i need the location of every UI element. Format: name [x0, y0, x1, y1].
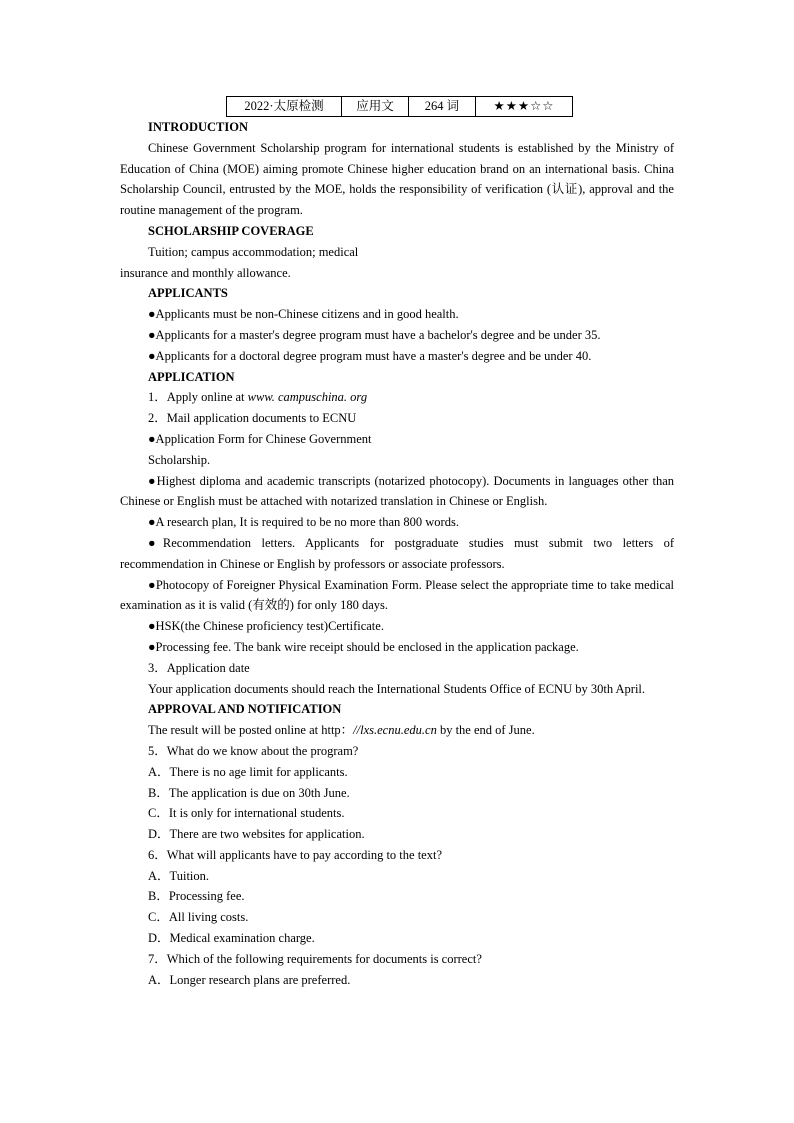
- option-6c: C．All living costs.: [148, 910, 249, 925]
- applicant-requirement: ●Applicants for a doctoral degree program must have a master's degree and be under 40.: [148, 348, 592, 363]
- physical-exam-item: ●Photocopy of Foreigner Physical Examination Form. Please select the appropriate time to take medical examination as it is valid (有效的) for only 180 days.: [120, 577, 674, 613]
- hsk-item: ●HSK(the Chinese proficiency test)Certificate.: [148, 619, 384, 634]
- diploma-item: ●Highest diploma and academic transcripts (notarized photocopy). Documents in languages other than Chinese or English must be attached with notarized translation in Chinese or English.: [120, 473, 674, 509]
- option-5a: A．There is no age limit for applicants.: [148, 764, 348, 779]
- applicant-requirement: ●Applicants for a master's degree program must have a bachelor's degree and be under 35.: [148, 327, 601, 342]
- option-5d: D．There are two websites for application.: [148, 827, 365, 842]
- question-5: 5．What do we know about the program?: [148, 743, 359, 758]
- option-5b: B．The application is due on 30th June.: [148, 785, 350, 800]
- option-6a: A．Tuition.: [148, 868, 210, 883]
- application-step-2: 2．Mail application documents to ECNU: [148, 411, 357, 426]
- coverage-heading: SCHOLARSHIP COVERAGE: [148, 223, 314, 238]
- coverage-line-1: Tuition; campus accommodation; medical: [148, 244, 359, 259]
- recommendation-item: ●Recommendation letters. Applicants for postgraduate studies must submit two letters of recommendation in Chinese or English by professors or associate professors.: [120, 535, 674, 571]
- ecnu-url: //lxs.ecnu.edu.cn: [353, 723, 437, 738]
- coverage-line-2: insurance and monthly allowance.: [120, 265, 291, 280]
- difficulty-rating-cell: ★★★☆☆: [476, 97, 573, 117]
- application-heading: APPLICATION: [148, 369, 235, 384]
- applicant-requirement: ●Applicants must be non-Chinese citizens and in good health.: [148, 307, 459, 322]
- genre-cell: 应用文: [342, 97, 409, 117]
- word-count-cell: 264 词: [409, 97, 476, 117]
- option-5c: C．It is only for international students.: [148, 806, 345, 821]
- applicants-heading: APPLICANTS: [148, 286, 228, 301]
- option-7a: A．Longer research plans are preferred.: [148, 972, 351, 987]
- application-step-3: 3．Application date: [148, 660, 250, 675]
- application-form-item-cont: Scholarship.: [148, 452, 211, 467]
- intro-heading: INTRODUCTION: [148, 120, 249, 134]
- question-7: 7．Which of the following requirements for documents is correct?: [148, 951, 482, 966]
- approval-text: The result will be posted online at http：//lxs.ecnu.edu.cn by the end of June.: [148, 723, 535, 738]
- source-cell: 2022·太原检测: [227, 97, 342, 117]
- research-plan-item: ●A research plan, It is required to be no more than 800 words.: [148, 515, 459, 530]
- option-6d: D．Medical examination charge.: [148, 931, 315, 946]
- approval-heading: APPROVAL AND NOTIFICATION: [148, 702, 342, 717]
- application-step-1: 1．Apply online at www. campuschina. org: [148, 390, 368, 405]
- campuschina-url: www. campuschina. org: [247, 390, 368, 405]
- question-6: 6．What will applicants have to pay according to the text?: [148, 847, 443, 862]
- intro-paragraph: Chinese Government Scholarship program for international students is established by the Ministry of Education of China (MOE) aiming promote Chinese higher education brand on an international basis. China Scholarship Council, entrusted by the MOE, holds the responsibility of verification (认证), approval and the routine management of the program.: [120, 140, 674, 218]
- application-form-item: ●Application Form for Chinese Government: [148, 431, 372, 446]
- header-table: [226, 96, 573, 117]
- option-6b: B．Processing fee.: [148, 889, 245, 904]
- processing-fee-item: ●Processing fee. The bank wire receipt should be enclosed in the application package.: [148, 639, 579, 654]
- document-page: [120, 96, 674, 990]
- application-date-text: Your application documents should reach the International Students Office of ECNU by 30th April.: [148, 681, 646, 696]
